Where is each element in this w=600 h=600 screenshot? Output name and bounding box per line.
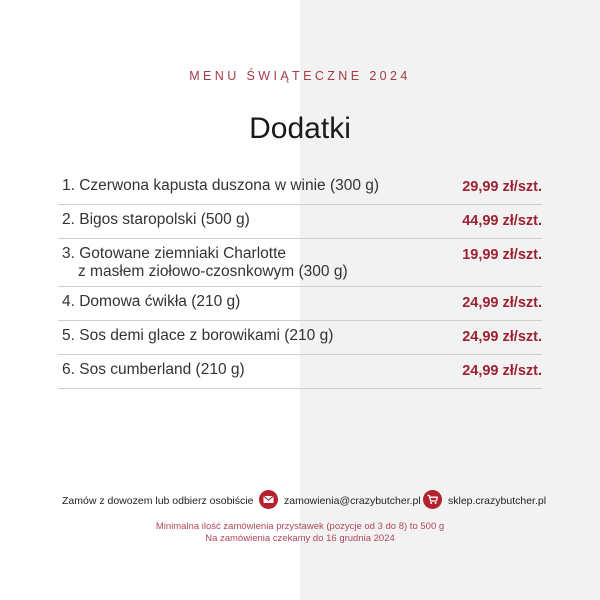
menu-item-name-line1: 3. Gotowane ziemniaki Charlotte (62, 245, 287, 262)
menu-item-name (58, 245, 422, 281)
menu-item-name (58, 293, 422, 311)
menu-item (58, 287, 542, 321)
menu-item-name-line1: 1. Czerwona kapusta duszona w winie (300 g) (62, 177, 380, 194)
menu-item-price: 29,99 zł/szt. (462, 179, 542, 195)
menu-item-name-line1: 6. Sos cumberland (210 g) (62, 361, 245, 378)
menu-item-price: 24,99 zł/szt. (462, 329, 542, 345)
menu-item-name (58, 361, 422, 379)
menu-item-price: 19,99 zł/szt. (462, 247, 542, 263)
menu-item (58, 321, 542, 355)
menu-item (58, 205, 542, 239)
page-title: Dodatki (249, 112, 351, 145)
menu-list (58, 171, 542, 389)
menu-subtitle: MENU ŚWIĄTECZNE 2024 (189, 69, 411, 83)
menu-item-name (58, 327, 422, 345)
menu-item-price: 44,99 zł/szt. (462, 213, 542, 229)
note-minimum-order: Minimalna ilość zamówienia przystawek (pozycje od 3 do 8) to 500 g (155, 521, 445, 532)
menu-item (58, 171, 542, 205)
menu-item-name-line1: 2. Bigos staropolski (500 g) (62, 211, 250, 228)
menu-item-name-line1: 4. Domowa ćwikła (210 g) (62, 293, 241, 310)
envelope-icon[interactable] (259, 490, 278, 509)
order-notes (0, 521, 600, 545)
menu-item (58, 239, 542, 287)
note-deadline: Na zamówienia czekamy do 16 grudnia 2024 (205, 533, 395, 544)
shop-link[interactable]: sklep.crazybutcher.pl (448, 495, 547, 507)
menu-item-name-line1: 5. Sos demi glace z borowikami (210 g) (62, 327, 334, 344)
menu-item-price: 24,99 zł/szt. (462, 363, 542, 379)
menu-item-name (58, 177, 422, 195)
order-text: Zamów z dowozem lub odbierz osobiście (62, 495, 254, 507)
menu-item (58, 355, 542, 389)
cart-icon[interactable] (423, 490, 442, 509)
menu-item-price: 24,99 zł/szt. (462, 295, 542, 311)
contact-bar (0, 489, 600, 513)
menu-item-name (58, 211, 422, 229)
menu-item-name-line2: z masłem ziołowo-czosnkowym (300 g) (78, 263, 348, 280)
email-link[interactable]: zamowienia@crazybutcher.pl (284, 495, 421, 507)
